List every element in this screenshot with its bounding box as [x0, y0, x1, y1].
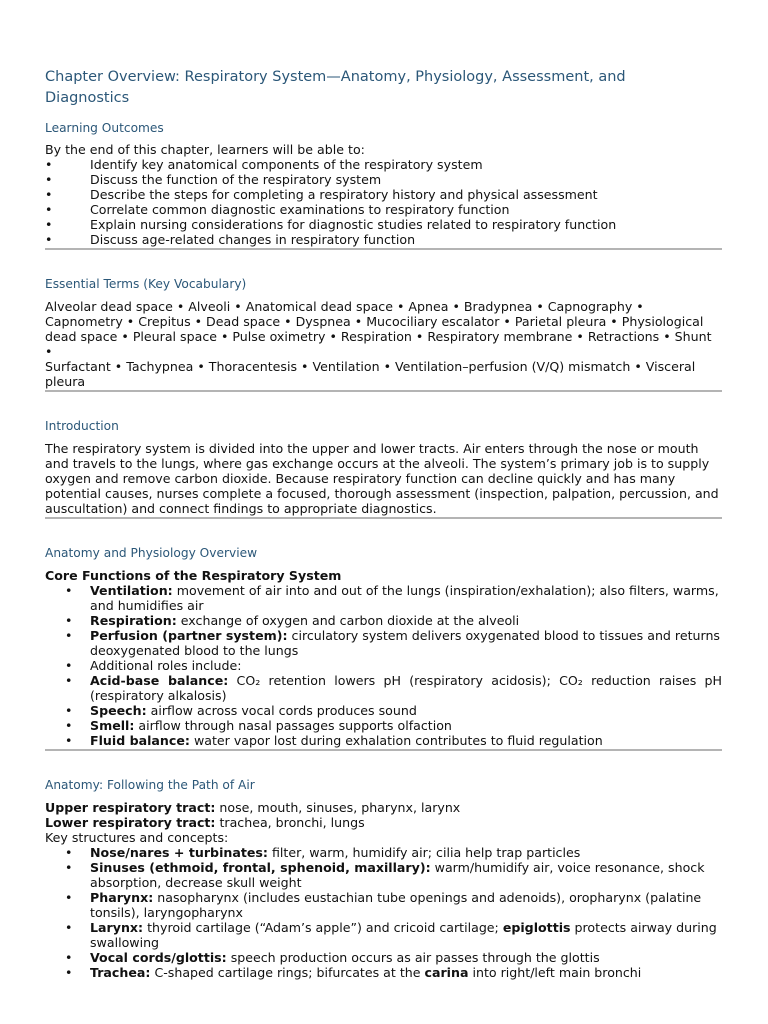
text-line: swallowing: [90, 935, 160, 950]
item-term: Ventilation:: [90, 583, 173, 598]
item-term: Speech:: [90, 703, 147, 718]
item-term: Larynx:: [90, 920, 144, 935]
list-item: • Discuss age-related changes in respiratory function: [45, 232, 722, 247]
text-line: Alveolar dead space • Alveoli • Anatomical dead space • Apnea • Bradypnea • Capnography •: [45, 299, 644, 314]
text-line: The respiratory system is divided into the upper and lower tracts. Air enters through the nose or mouth: [45, 441, 699, 456]
essential-terms-text: [45, 299, 722, 389]
item-text: trachea, bronchi, lungs: [215, 815, 365, 830]
list-item: • Explain nursing considerations for diagnostic studies related to respiratory function: [45, 217, 722, 232]
item-term: carina: [424, 965, 469, 980]
text-line: [45, 815, 722, 830]
text-line: and travels to the lungs, where gas exchange occurs at the alveoli. The system’s primary job is to supply: [45, 456, 710, 471]
list-item: [45, 703, 722, 718]
text-line: [90, 920, 722, 935]
item-term: epiglottis: [502, 920, 571, 935]
item-text: airflow through nasal passages supports olfaction: [134, 718, 452, 733]
text-line: [45, 800, 722, 815]
list-item: [45, 965, 722, 980]
list-item: [45, 673, 722, 703]
text-line: [90, 583, 722, 598]
text-line: Surfactant • Tachypnea • Thoracentesis • Ventilation • Ventilation–perfusion (V/Q) mismatch • Visceral: [45, 359, 696, 374]
essential-terms-section: [45, 276, 722, 392]
list-item: [45, 890, 722, 920]
text-line: [90, 703, 722, 718]
item-text: C-shaped cartilage rings; bifurcates at the: [150, 965, 425, 980]
item-term: Lower respiratory tract:: [45, 815, 216, 830]
core-functions-subheading: [45, 568, 722, 583]
text-line: [90, 733, 722, 748]
section-divider: [45, 248, 722, 250]
list-item: [45, 583, 722, 613]
text-line: pleura: [45, 374, 86, 389]
text-line: [90, 965, 722, 980]
text-line: [90, 673, 722, 688]
list-item: • Correlate common diagnostic examinations to respiratory function: [45, 202, 722, 217]
list-item: [45, 733, 722, 748]
item-term: Perfusion (partner system):: [90, 628, 288, 643]
text-line: • Additional roles include:: [90, 658, 242, 673]
learning-outcomes-heading: Learning Outcomes: [45, 121, 164, 135]
text-line: dead space • Pleural space • Pulse oximetry • Respiration • Respiratory membrane • Retractions • Shunt •: [45, 329, 712, 359]
text-line: potential causes, nurses complete a focused, thorough assessment (inspection, palpation, percussion, and: [45, 486, 719, 501]
list-item: • Identify key anatomical components of the respiratory system: [45, 157, 722, 172]
path-of-air-heading: Anatomy: Following the Path of Air: [45, 778, 255, 792]
item-term: Vocal cords/glottis:: [90, 950, 227, 965]
text-line: [90, 613, 722, 628]
list-item: [45, 628, 722, 658]
essential-terms-heading: Essential Terms (Key Vocabulary): [45, 277, 247, 291]
item-text: CO₂ retention lowers pH (respiratory acidosis); CO₂ reduction raises pH: [228, 673, 722, 688]
item-term: Smell:: [90, 718, 135, 733]
list-item: [45, 718, 722, 733]
item-text: movement of air into and out of the lungs (inspiration/exhalation); also filters, warms,: [172, 583, 719, 598]
list-item: • Describe the steps for completing a respiratory history and physical assessment: [45, 187, 722, 202]
item-text: protects airway during: [570, 920, 717, 935]
item-term: Nose/nares + turbinates:: [90, 845, 268, 860]
item-text: circulatory system delivers oxygenated blood to tissues and returns: [287, 628, 720, 643]
item-term: Fluid balance:: [90, 733, 190, 748]
list-item: [45, 845, 722, 860]
text-line: oxygen and remove carbon dioxide. Because respiratory function can decline quickly and has many: [45, 471, 676, 486]
item-term: Trachea:: [90, 965, 151, 980]
item-term: Sinuses (ethmoid, frontal, sphenoid, maxillary):: [90, 860, 431, 875]
section-divider: [45, 517, 722, 519]
item-text: airflow across vocal cords produces sound: [146, 703, 417, 718]
list-item: [45, 920, 722, 950]
introduction-heading: Introduction: [45, 419, 119, 433]
item-term: Pharynx:: [90, 890, 154, 905]
item-text: speech production occurs as air passes through the glottis: [226, 950, 600, 965]
text-line: Capnometry • Crepitus • Dead space • Dyspnea • Mucociliary escalator • Parietal pleura • Physiological: [45, 314, 704, 329]
list-item: [45, 860, 722, 890]
text-line: (respiratory alkalosis): [90, 688, 227, 703]
key-structures-list: [45, 845, 722, 980]
text-line: deoxygenated blood to the lungs: [90, 643, 299, 658]
item-text: nasopharynx (includes eustachian tube openings and adenoids), oropharynx (palatine: [153, 890, 702, 905]
text-line: [90, 628, 722, 643]
text-line: Key structures and concepts:: [45, 830, 229, 845]
list-item: [45, 613, 722, 628]
text-line: [90, 718, 722, 733]
path-of-air-section: [45, 777, 722, 980]
page-title: [45, 67, 722, 109]
learning-outcomes-intro: By the end of this chapter, learners will be able to:: [45, 142, 365, 157]
text-line: [90, 950, 722, 965]
text-line: [90, 890, 722, 905]
item-text: thyroid cartilage (“Adam’s apple”) and cricoid cartilage;: [143, 920, 503, 935]
anatomy-physiology-section: [45, 545, 722, 751]
section-divider: [45, 749, 722, 751]
text-line: tonsils), laryngopharynx: [90, 905, 243, 920]
item-text: warm/humidify air, voice resonance, shock: [430, 860, 705, 875]
text-line: [90, 845, 722, 860]
learning-outcomes-list: [45, 157, 722, 247]
learning-outcomes-section: [45, 120, 722, 250]
item-term: Upper respiratory tract:: [45, 800, 216, 815]
path-of-air-text: [45, 800, 722, 845]
item-term: Respiration:: [90, 613, 177, 628]
anatomy-physiology-heading: Anatomy and Physiology Overview: [45, 546, 258, 560]
page-title-line: Diagnostics: [45, 90, 130, 106]
list-item: • Discuss the function of the respiratory system: [45, 172, 722, 187]
core-functions-list: [45, 583, 722, 748]
item-text: into right/left main bronchi: [468, 965, 642, 980]
item-text: filter, warm, humidify air; cilia help trap particles: [267, 845, 581, 860]
item-text: water vapor lost during exhalation contributes to fluid regulation: [189, 733, 603, 748]
item-text: nose, mouth, sinuses, pharynx, larynx: [215, 800, 461, 815]
core-functions-title: Core Functions of the Respiratory System: [45, 568, 342, 583]
text-line: auscultation) and connect findings to appropriate diagnostics.: [45, 501, 437, 516]
introduction-section: [45, 418, 722, 519]
list-item: [45, 950, 722, 965]
list-item: [45, 658, 722, 673]
text-line: absorption, decrease skull weight: [90, 875, 302, 890]
text-line: [90, 860, 722, 875]
introduction-text: [45, 441, 722, 516]
page-title-line: Chapter Overview: Respiratory System—Anatomy, Physiology, Assessment, and: [45, 69, 626, 85]
section-divider: [45, 390, 722, 392]
item-text: exchange of oxygen and carbon dioxide at the alveoli: [176, 613, 520, 628]
item-term: Acid-base balance:: [90, 673, 229, 688]
text-line: and humidifies air: [90, 598, 204, 613]
